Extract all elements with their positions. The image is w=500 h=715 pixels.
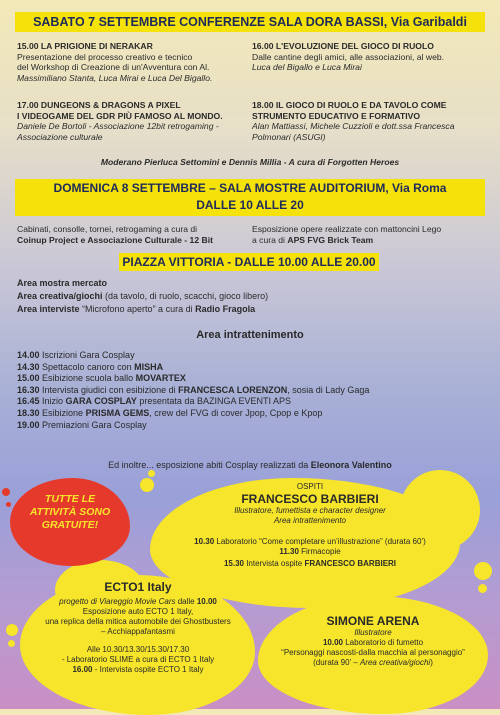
ecto-name: ECTO1 Italy xyxy=(104,580,172,594)
dot xyxy=(6,502,11,507)
ecto-block: ECTO1 Italy progetto di Viareggio Movie Cars dalle 10.00 Esposizione auto ECTO 1 Italy, una replica della mitica automobile dei Ghostbusters – Acchiappafantasmi Alle 10.30/13.30/15.30/17.30 - Laboratorio SLIME a cura di ECTO 1 Italy 16.00 - Intervista ospite ECTO 1 Italy xyxy=(22,580,254,675)
talk-3: 17.00 DUNGEONS & DRAGONS A PIXEL I VIDEOGAME DEL GDR PIÙ FAMOSO AL MONDO. Daniele De Bortoli - Associazione 12bit retrogaming - Associazione culturale xyxy=(17,100,223,142)
sabato-header: SABATO 7 SETTEMBRE CONFERENZE SALA DORA BASSI, Via Garibaldi xyxy=(15,12,485,32)
area-item: Area interviste “Microfono aperto” a cura di Radio Fragola xyxy=(17,304,256,314)
simone-name: SIMONE ARENA xyxy=(326,614,420,628)
list-item: 14.00 Iscrizioni Gara Cosplay xyxy=(17,350,135,360)
dot xyxy=(8,640,15,647)
piazza-areas xyxy=(17,278,487,315)
dot xyxy=(2,488,10,496)
list-item: 14.30 Spettacolo canoro con MISHA xyxy=(17,361,164,372)
domenica-left: Cabinati, consolle, tornei, retrogaming a cura di Coinup Project e Associazione Culturale - 12 Bit xyxy=(17,224,213,245)
ospiti-name: FRANCESCO BARBIERI xyxy=(241,492,379,506)
talk-4: 18.00 IL GIOCO DI RUOLO E DA TAVOLO COME STRUMENTO EDUCATIVO E FORMATIVO Alan Mattiassi, Michele Cuzzioli e dott.ssa Francesca Polmonari (ASUGI) xyxy=(252,100,455,142)
list-item: 16.30 Intervista giudici con esibizione di FRANCESCA LORENZON, sosia di Lady Gaga xyxy=(17,384,370,395)
dot xyxy=(474,562,492,580)
domenica-header: DOMENICA 8 SETTEMBRE – SALA MOSTRE AUDITORIUM, Via Roma DALLE 10 ALLE 20 xyxy=(15,179,485,216)
intrattenimento-title: Area intrattenimento xyxy=(196,329,304,341)
list-item: 19.00 Premiazioni Gara Cosplay xyxy=(17,419,147,430)
piazza-header: PIAZZA VITTORIA - DALLE 10.00 ALLE 20.00 xyxy=(119,253,379,271)
ospiti-block: OSPITI FRANCESCO BARBIERI Illustratore, fumettista e character designer Area intrattenimento xyxy=(150,482,470,526)
list-item: 18.30 Esibizione PRISMA GEMS, crew del FVG di cover Jpop, Cpop e Kpop xyxy=(17,407,323,418)
intrattenimento-list xyxy=(17,350,487,431)
simone-block: SIMONE ARENA Illustratore 10.00 Laboratorio di fumetto “Personaggi nascosti-dalla macchia al personaggio” (durata 90’ – Area creativa/giochi) xyxy=(258,614,488,668)
gratuite-text: TUTTE LE ATTIVITÀ SONO GRATUITE! xyxy=(29,493,111,531)
moderator-line: Moderano Pierluca Settomini e Dennis Millia - A cura di Forgotten Heroes xyxy=(100,157,400,167)
inoltre-line: Ed inoltre... esposizione abiti Cosplay realizzati da Eleonora Valentino xyxy=(108,460,392,470)
list-item: 15.00 Esibizione scuola ballo MOVARTEX xyxy=(17,373,186,384)
dot xyxy=(478,584,487,593)
dot xyxy=(6,624,18,636)
dot xyxy=(268,572,274,578)
talk-1: 15.00 LA PRIGIONE DI NERAKAR Presentazione del processo creativo e tecnico del Workshop di Creazione di un'Avventura con Al. Massimiliano Stanta, Luca Mirai e Luca Del Bigallo. xyxy=(17,41,213,83)
talk-2: 16.00 L'EVOLUZIONE DEL GIOCO DI RUOLO Dalle cantine degli amici, alle associazioni, al web. Luca del Bigallo e Luca Mirai xyxy=(252,41,445,73)
dot xyxy=(148,470,155,477)
ospiti-label: OSPITI xyxy=(296,482,324,491)
area-item: Area mostra mercato xyxy=(17,278,108,288)
dot xyxy=(262,580,274,592)
list-item: 16.45 Inizio GARA COSPLAY presentata da BAZINGA EVENTI APS xyxy=(17,396,291,407)
domenica-right: Esposizione opere realizzate con mattoncini Lego a cura di APS FVG Brick Team xyxy=(252,224,442,245)
ospiti-schedule: 10.30 Laboratorio “Come completare un’illustrazione” (durata 60’) 11.30 Firmacopie 15.30 Intervista ospite FRANCESCO BARBIERI xyxy=(194,537,426,568)
area-item: Area creativa/giochi (da tavolo, di ruolo, scacchi, gioco libero) xyxy=(17,291,269,301)
